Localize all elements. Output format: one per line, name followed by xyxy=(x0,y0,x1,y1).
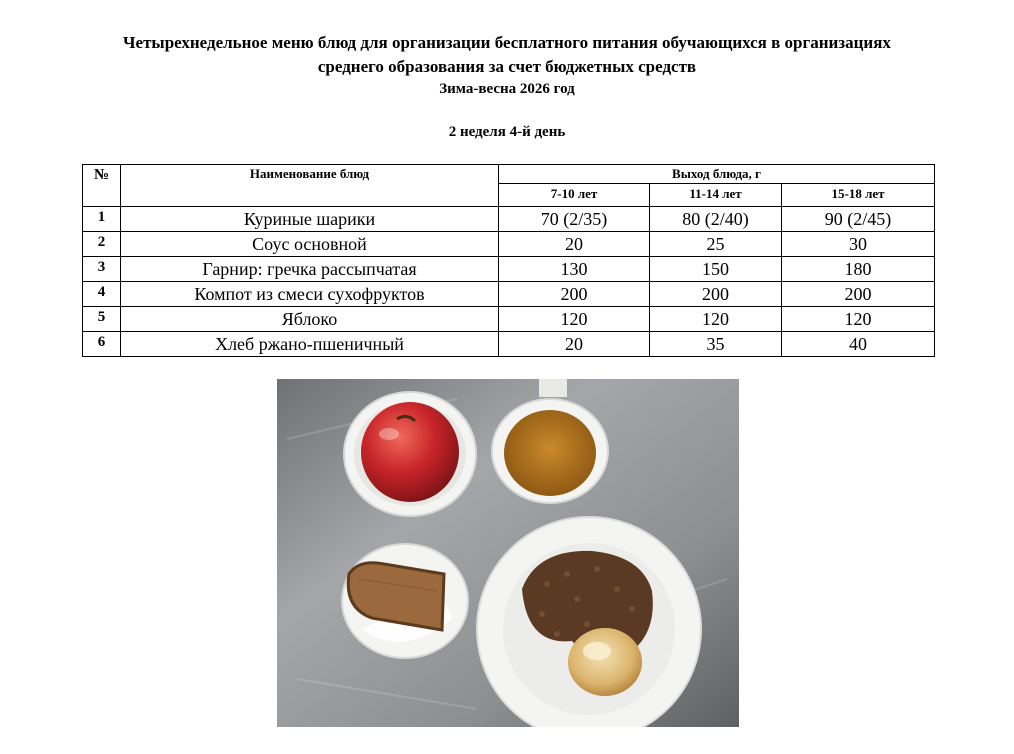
row-number: 6 xyxy=(83,332,121,357)
table-row xyxy=(83,257,935,282)
row-number: 4 xyxy=(83,282,121,307)
dish-name: Соус основной xyxy=(121,232,499,257)
yield-11-14: 120 xyxy=(650,307,782,332)
yield-15-18: 180 xyxy=(782,257,935,282)
column-header-age-11-14: 11-14 лет xyxy=(650,184,782,207)
row-number: 3 xyxy=(83,257,121,282)
dish-name: Хлеб ржано-пшеничный xyxy=(121,332,499,357)
main-plate xyxy=(477,517,701,727)
yield-15-18: 120 xyxy=(782,307,935,332)
chicken-ball xyxy=(568,628,642,696)
table-row xyxy=(83,207,935,232)
yield-15-18: 30 xyxy=(782,232,935,257)
dish-name: Компот из смеси сухофруктов xyxy=(121,282,499,307)
yield-11-14: 150 xyxy=(650,257,782,282)
yield-11-14: 25 xyxy=(650,232,782,257)
table-header-row xyxy=(83,165,935,184)
yield-11-14: 35 xyxy=(650,332,782,357)
bread-bowl xyxy=(342,544,468,658)
yield-15-18: 90 (2/45) xyxy=(782,207,935,232)
dish-name: Яблоко xyxy=(121,307,499,332)
yield-7-10: 20 xyxy=(499,332,650,357)
title-line-2: среднего образования за счет бюджетных средств xyxy=(317,57,697,76)
yield-15-18: 40 xyxy=(782,332,935,357)
table-row xyxy=(83,332,935,357)
yield-7-10: 130 xyxy=(499,257,650,282)
meal-photo xyxy=(277,379,739,727)
yield-11-14: 200 xyxy=(650,282,782,307)
yield-7-10: 70 (2/35) xyxy=(499,207,650,232)
table-row xyxy=(83,307,935,332)
yield-7-10: 120 xyxy=(499,307,650,332)
day-label: 2 неделя 4-й день xyxy=(448,124,566,140)
table-row xyxy=(83,232,935,257)
document-title xyxy=(0,31,1014,79)
title-line-1: Четырехнедельное меню блюд для организации бесплатного питания обучающихся в организациях xyxy=(123,33,891,52)
yield-11-14: 80 (2/40) xyxy=(650,207,782,232)
row-number: 5 xyxy=(83,307,121,332)
column-header-number: № xyxy=(83,165,121,207)
yield-7-10: 20 xyxy=(499,232,650,257)
yield-7-10: 200 xyxy=(499,282,650,307)
menu-table xyxy=(82,164,935,357)
meal-illustration xyxy=(277,379,739,727)
row-number: 1 xyxy=(83,207,121,232)
compote xyxy=(504,410,596,496)
column-header-age-15-18: 15-18 лет xyxy=(782,184,935,207)
season-label: Зима-весна 2026 год xyxy=(439,81,575,97)
column-header-age-7-10: 7-10 лет xyxy=(499,184,650,207)
row-number: 2 xyxy=(83,232,121,257)
dish-name: Куриные шарики xyxy=(121,207,499,232)
table-row xyxy=(83,282,935,307)
column-header-yield: Выход блюда, г xyxy=(499,165,935,184)
apple-bowl xyxy=(344,392,476,516)
column-header-dish-name: Наименование блюд xyxy=(121,165,499,207)
yield-15-18: 200 xyxy=(782,282,935,307)
dish-name: Гарнир: гречка рассыпчатая xyxy=(121,257,499,282)
